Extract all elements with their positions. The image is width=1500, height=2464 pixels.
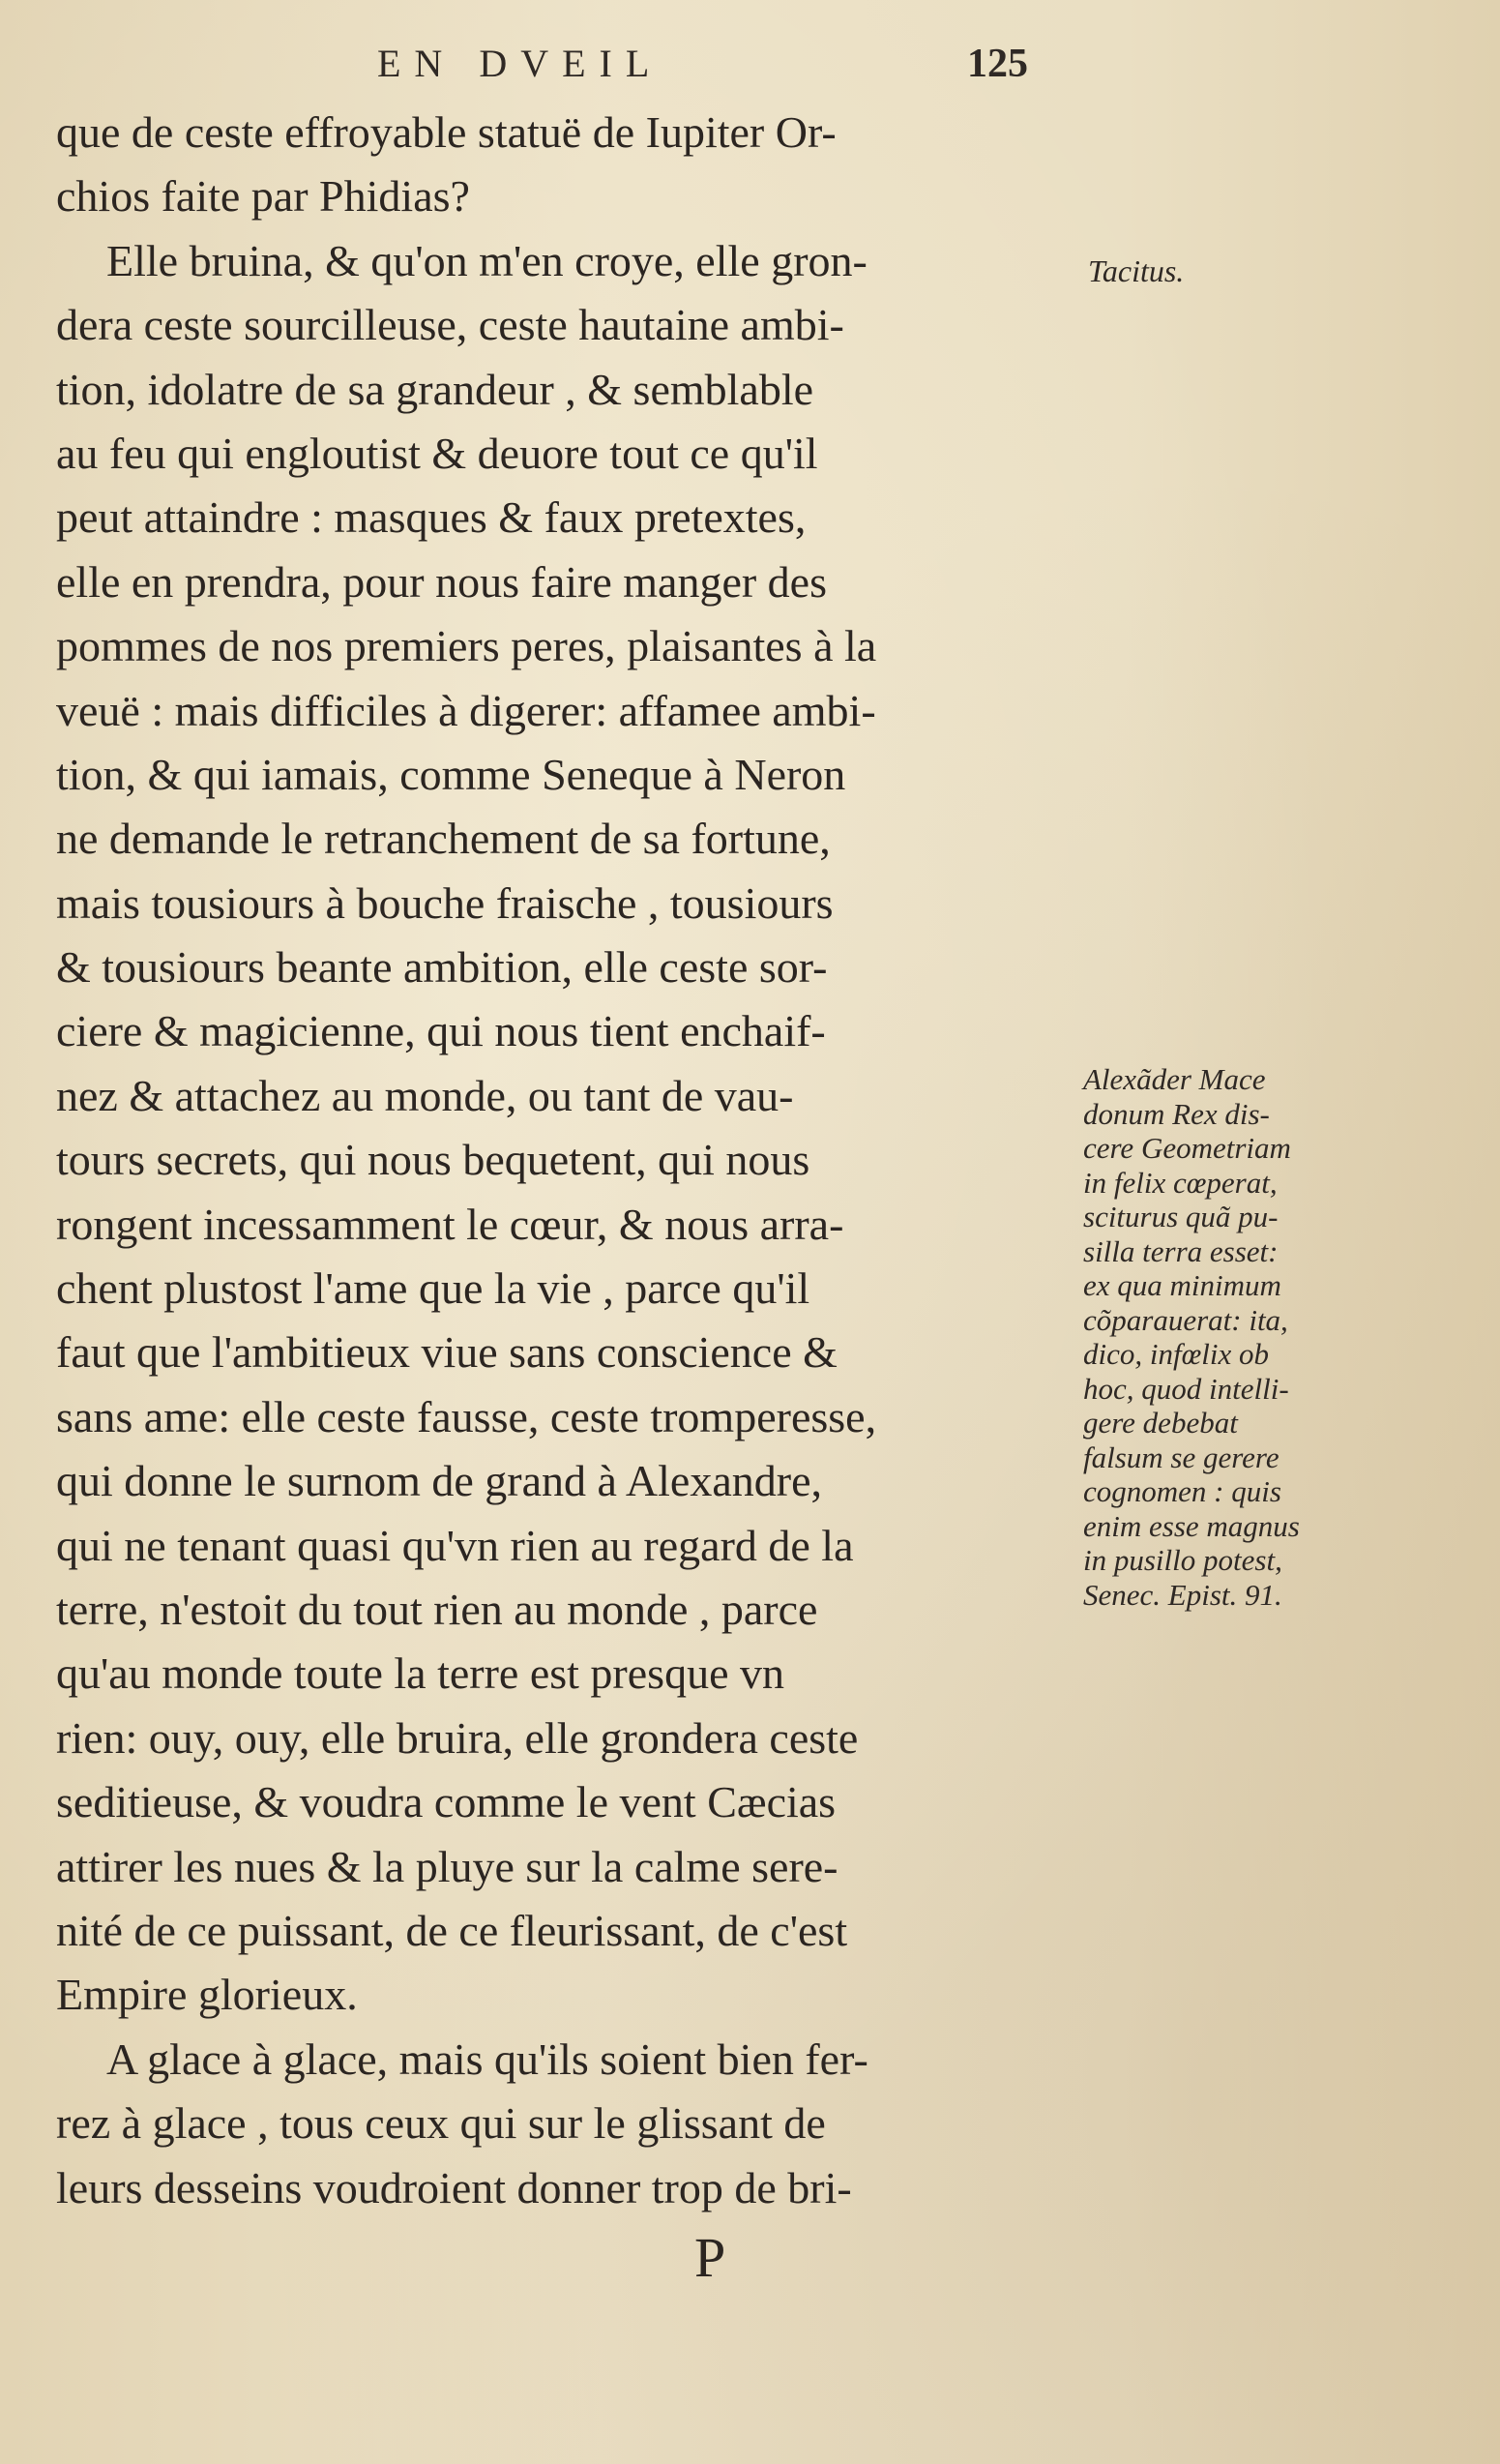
margin-note-line: gere debebat	[1083, 1406, 1238, 1440]
text-line: chios faite par Phidias?	[56, 171, 470, 222]
text-line: Elle bruina, & qu'on m'en croye, elle gron-	[106, 235, 868, 285]
text-line: que de ceste effroyable statuë de Iupiter Or-	[56, 107, 837, 157]
text-line: rez à glace , tous ceux qui sur le glissant de	[56, 2098, 826, 2149]
text-line: Empire glorieux.	[56, 1970, 358, 2020]
margin-note-line: Alexãder Mace	[1083, 1062, 1266, 1096]
page-number: 125	[967, 42, 1028, 86]
margin-note-line: donum Rex dis-	[1083, 1096, 1270, 1131]
text-line: ciere & magicienne, qui nous tient enchaif-	[56, 1006, 826, 1056]
text-line: & tousiours beante ambition, elle ceste sor-	[56, 942, 828, 993]
body-text	[56, 101, 1081, 2220]
text-line: tours secrets, qui nous bequetent, qui nous	[56, 1135, 810, 1185]
margin-note-tacitus: Tacitus.	[1088, 253, 1185, 288]
text-line: nité de ce puissant, de ce fleurissant, de c'est	[56, 1905, 848, 1955]
text-line: peut attaindre : masques & faux pretextes,	[56, 492, 807, 543]
text-line: qui ne tenant quasi qu'vn rien au regard de la	[56, 1520, 854, 1570]
text-line: chent plustost l'ame que la vie , parce qu'il	[56, 1263, 810, 1314]
text-line: qu'au monde toute la terre est presque vn	[56, 1648, 784, 1699]
text-line: veuë : mais difficiles à digerer: affamee ambi-	[56, 685, 876, 735]
margin-note-alexander	[1083, 1062, 1402, 1612]
margin-note-line: in pusillo potest,	[1083, 1543, 1282, 1577]
text-line: seditieuse, & voudra comme le vent Cæcias	[56, 1777, 837, 1827]
text-line: faut que l'ambitieux viue sans conscience &	[56, 1327, 838, 1378]
margin-note-line: in felix cœperat,	[1083, 1165, 1278, 1200]
signature-mark: P	[694, 2226, 726, 2289]
margin-note-line: enim esse magnus	[1083, 1508, 1300, 1543]
text-line: ne demande le retranchement de sa fortune,	[56, 814, 831, 864]
text-line: rien: ouy, ouy, elle bruira, elle grondera ceste	[56, 1712, 859, 1763]
margin-note-line: sciturus quã pu-	[1083, 1200, 1279, 1233]
text-line: tion, idolatre de sa grandeur , & semblable	[56, 364, 814, 414]
margin-note-line: Senec. Epist. 91.	[1083, 1577, 1282, 1612]
text-line: au feu qui engloutist & deuore tout ce qu'il	[56, 428, 818, 478]
margin-note-line: silla terra esset:	[1083, 1233, 1279, 1268]
text-line: mais tousiours à bouche fraische , tousiours	[56, 877, 834, 928]
running-title: EN DVEIL	[377, 42, 663, 85]
text-line: dera ceste sourcilleuse, ceste hautaine ambi-	[56, 300, 844, 350]
margin-note-line: dico, infœlix ob	[1083, 1337, 1270, 1371]
text-line: pommes de nos premiers peres, plaisantes à la	[56, 621, 877, 671]
margin-note-line: hoc, quod intelli-	[1083, 1371, 1289, 1406]
margin-note-line: cere Geometriam	[1083, 1131, 1291, 1165]
margin-note-line: falsum se gerere	[1083, 1440, 1279, 1474]
text-line: tion, & qui iamais, comme Seneque à Neron	[56, 749, 846, 799]
margin-note-line: cognomen : quis	[1083, 1474, 1281, 1508]
text-line: A glace à glace, mais qu'ils soient bien fer-	[106, 2034, 868, 2084]
text-line: sans ame: elle ceste fausse, ceste tromperesse,	[56, 1391, 877, 1441]
text-line: terre, n'estoit du tout rien au monde , parce	[56, 1584, 818, 1634]
margin-note-line: ex qua minimum	[1083, 1268, 1281, 1302]
text-line: attirer les nues & la pluye sur la calme sere-	[56, 1841, 838, 1891]
text-line: rongent incessamment le cœur, & nous arra-	[56, 1199, 844, 1249]
text-line: leurs desseins voudroient donner trop de bri-	[56, 2162, 852, 2212]
text-line: elle en prendra, pour nous faire manger des	[56, 556, 828, 607]
margin-note-line: cõparauerat: ita,	[1083, 1302, 1288, 1337]
text-line: nez & attachez au monde, ou tant de vau-	[56, 1070, 794, 1120]
text-line: qui donne le surnom de grand à Alexandre,	[56, 1456, 822, 1506]
